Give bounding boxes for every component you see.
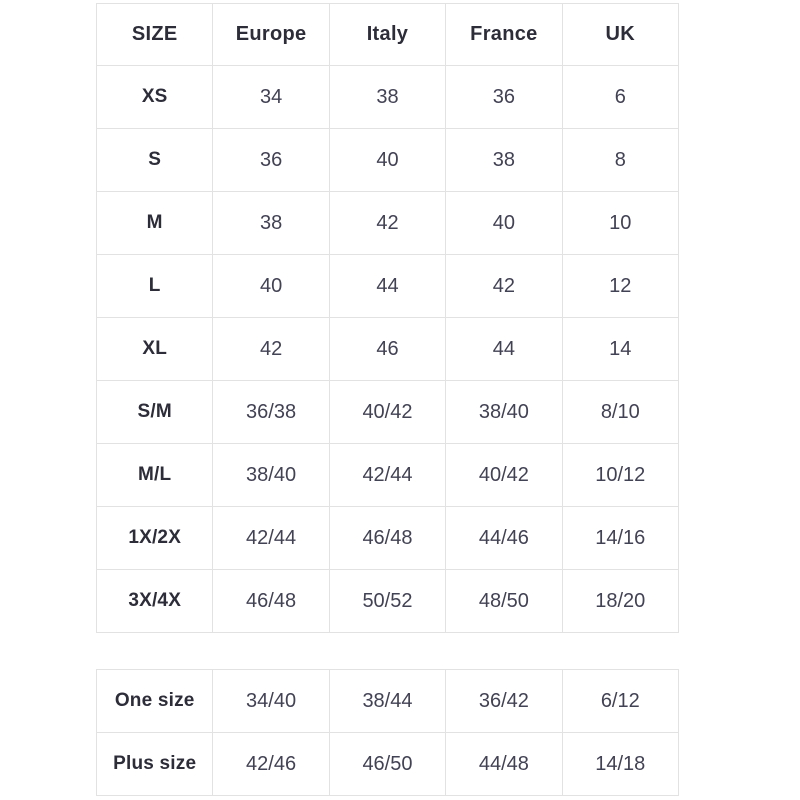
europe-value: 34/40 <box>213 670 329 733</box>
france-value: 44 <box>446 318 562 381</box>
table-row-plus-size <box>97 733 679 796</box>
italy-value: 46/50 <box>329 733 445 796</box>
europe-value: 38 <box>213 192 329 255</box>
size-label: M/L <box>97 444 213 507</box>
uk-value: 6 <box>562 66 678 129</box>
italy-value: 44 <box>329 255 445 318</box>
italy-value: 46/48 <box>329 507 445 570</box>
italy-value: 38/44 <box>329 670 445 733</box>
size-label: 1X/2X <box>97 507 213 570</box>
france-value: 42 <box>446 255 562 318</box>
size-conversion-page <box>96 3 679 796</box>
size-label: L <box>97 255 213 318</box>
size-label: XL <box>97 318 213 381</box>
table-row-m <box>97 192 679 255</box>
europe-value: 40 <box>213 255 329 318</box>
uk-value: 12 <box>562 255 678 318</box>
italy-value: 38 <box>329 66 445 129</box>
uk-value: 8 <box>562 129 678 192</box>
header-cell-france: France <box>446 4 562 66</box>
italy-value: 42/44 <box>329 444 445 507</box>
france-value: 40 <box>446 192 562 255</box>
europe-value: 42/44 <box>213 507 329 570</box>
europe-value: 36/38 <box>213 381 329 444</box>
europe-value: 34 <box>213 66 329 129</box>
size-label: One size <box>97 670 213 733</box>
europe-value: 38/40 <box>213 444 329 507</box>
uk-value: 10/12 <box>562 444 678 507</box>
italy-value: 42 <box>329 192 445 255</box>
table-row-l <box>97 255 679 318</box>
table-row-xl <box>97 318 679 381</box>
size-label: S/M <box>97 381 213 444</box>
header-cell-uk: UK <box>562 4 678 66</box>
header-cell-italy: Italy <box>329 4 445 66</box>
special-sizes-table <box>96 669 679 796</box>
italy-value: 46 <box>329 318 445 381</box>
size-table-body <box>97 66 679 633</box>
uk-value: 8/10 <box>562 381 678 444</box>
special-sizes-body <box>97 670 679 796</box>
france-value: 44/46 <box>446 507 562 570</box>
france-value: 44/48 <box>446 733 562 796</box>
italy-value: 40/42 <box>329 381 445 444</box>
size-table-header <box>97 4 679 66</box>
uk-value: 10 <box>562 192 678 255</box>
header-cell-size: SIZE <box>97 4 213 66</box>
uk-value: 14/16 <box>562 507 678 570</box>
size-label: Plus size <box>97 733 213 796</box>
france-value: 38/40 <box>446 381 562 444</box>
france-value: 38 <box>446 129 562 192</box>
table-row-sm <box>97 381 679 444</box>
uk-value: 18/20 <box>562 570 678 633</box>
size-label: XS <box>97 66 213 129</box>
uk-value: 14/18 <box>562 733 678 796</box>
france-value: 36/42 <box>446 670 562 733</box>
europe-value: 42/46 <box>213 733 329 796</box>
france-value: 48/50 <box>446 570 562 633</box>
table-gap <box>96 633 679 669</box>
italy-value: 40 <box>329 129 445 192</box>
france-value: 40/42 <box>446 444 562 507</box>
header-cell-europe: Europe <box>213 4 329 66</box>
europe-value: 36 <box>213 129 329 192</box>
europe-value: 46/48 <box>213 570 329 633</box>
table-row-ml <box>97 444 679 507</box>
table-row-s <box>97 129 679 192</box>
size-label: 3X/4X <box>97 570 213 633</box>
table-row-3x4x <box>97 570 679 633</box>
size-label: M <box>97 192 213 255</box>
italy-value: 50/52 <box>329 570 445 633</box>
table-row-one-size <box>97 670 679 733</box>
uk-value: 14 <box>562 318 678 381</box>
table-row-1x2x <box>97 507 679 570</box>
table-row-xs <box>97 66 679 129</box>
size-label: S <box>97 129 213 192</box>
size-conversion-table <box>96 3 679 633</box>
header-row <box>97 4 679 66</box>
uk-value: 6/12 <box>562 670 678 733</box>
europe-value: 42 <box>213 318 329 381</box>
france-value: 36 <box>446 66 562 129</box>
